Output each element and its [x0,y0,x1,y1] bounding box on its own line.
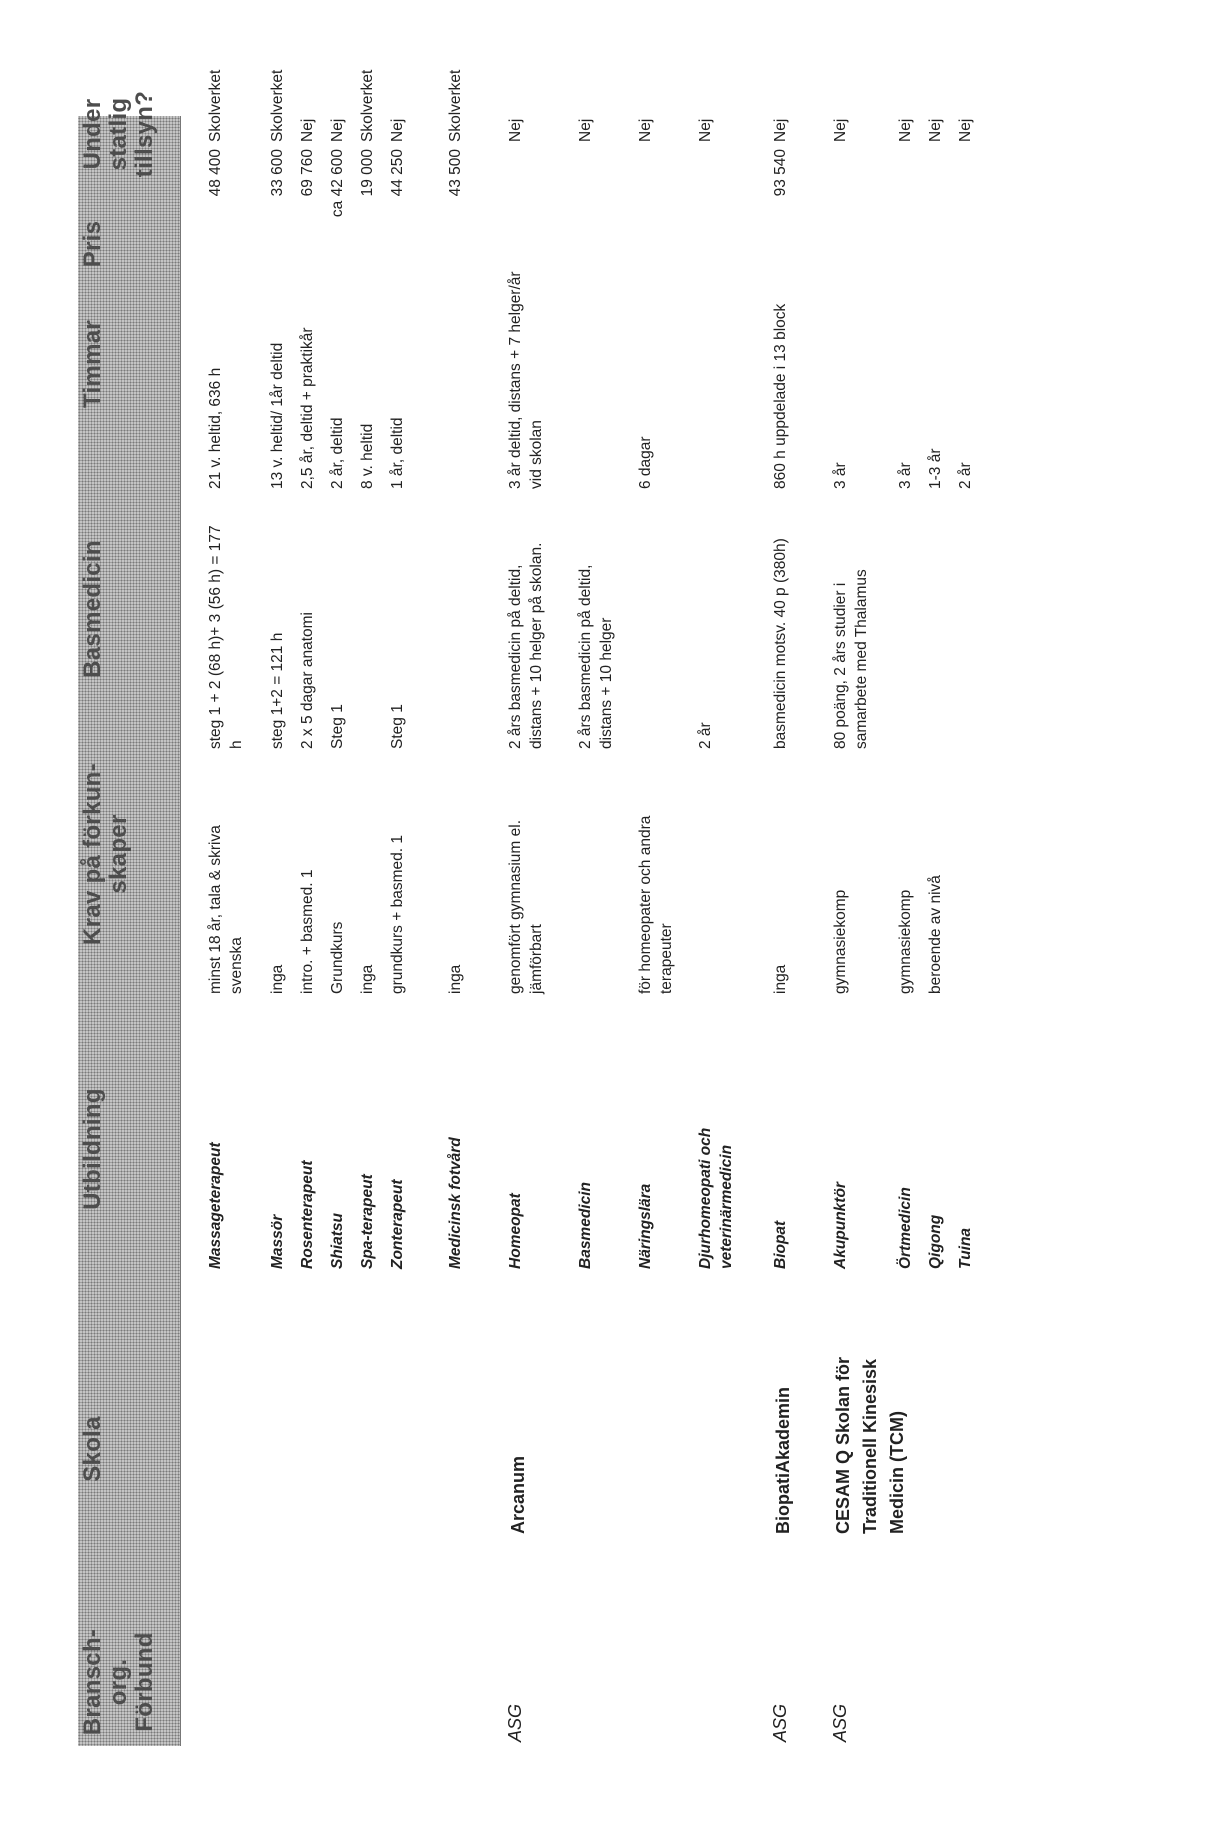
cell-utbildning: Spa-terapeut [359,1174,376,1269]
cell-tillsyn: Nej [957,118,974,142]
cell-timmar: 8 v. heltid [359,423,376,489]
cell-basmedicin: 2 år [697,722,714,749]
cell-krav: genomfört gymnasium el. jämförbart [507,819,545,994]
cell-skola: Arcanum [508,1455,528,1534]
cell-timmar: 2 år, deltid [329,417,346,489]
cell-basmedicin: Steg 1 [389,704,406,749]
cell-org: ASG [770,1703,790,1742]
cell-tillsyn: Nej [927,118,944,142]
cell-timmar: 2,5 år, deltid + praktikår [299,327,316,489]
header-timmar: Timmar [79,319,106,409]
cell-krav: gymnasiekomp [832,889,849,994]
cell-utbildning: Örtmedicin [897,1187,914,1269]
cell-tillsyn: Nej [832,118,849,142]
cell-org: ASG [830,1703,850,1742]
cell-utbildning: Djurhomeopati och veterinärmedicin [697,1127,735,1269]
cell-krav: minst 18 år, tala & skriva svenska [207,825,245,994]
cell-pris: 19 000 [359,149,376,197]
cell-timmar: 6 dagar [637,436,654,489]
cell-pris: 44 250 [389,149,406,197]
cell-timmar: 21 v. heltid, 636 h [207,367,224,489]
cell-basmedicin: 2 års basmedicin på deltid, distans + 10 helger [577,564,615,749]
cell-tillsyn: Skolverket [447,69,464,142]
cell-basmedicin: 2 x 5 dagar anatomi [299,611,316,749]
cell-basmedicin: steg 1+2 = 121 h [269,632,286,749]
cell-utbildning: Qigong [927,1214,944,1269]
cell-utbildning: Zonterapeut [389,1179,406,1269]
cell-org: ASG [505,1703,525,1742]
cell-krav: för homeopater och andra terapeuter [637,815,675,994]
header-skola: Skola [79,1416,106,1482]
cell-utbildning: Massör [269,1214,286,1269]
cell-utbildning: Rosenterapeut [299,1160,316,1269]
cell-basmedicin: 2 års basmedicin på deltid, distans + 10 helger på skolan. [507,542,545,749]
cell-utbildning: Biopat [772,1220,789,1269]
cell-utbildning: Medicinsk fotvård [447,1137,464,1269]
cell-timmar: 1 år, deltid [389,417,406,489]
cell-skola: CESAM Q Skolan för Traditionell Kinesisk Medicin (TCM) [833,1356,907,1534]
cell-pris: 93 540 [772,149,789,197]
header-krav: Krav på förkun- skaper [79,763,132,945]
cell-utbildning: Akupunktör [832,1182,849,1269]
cell-timmar: 3 år [832,462,849,489]
cell-utbildning: Basmedicin [577,1181,594,1269]
cell-tillsyn: Nej [389,118,406,142]
cell-utbildning: Näringslära [637,1183,654,1269]
cell-tillsyn: Skolverket [359,69,376,142]
cell-pris: ca 42 600 [329,149,346,218]
cell-tillsyn: Nej [697,118,714,142]
cell-krav: Grundkurs [329,921,346,994]
cell-tillsyn: Nej [329,118,346,142]
cell-pris: 33 600 [269,149,286,197]
cell-utbildning: Massageterapeut [207,1142,224,1269]
cell-tillsyn: Nej [772,118,789,142]
cell-krav: inga [269,964,286,994]
cell-tillsyn: Skolverket [207,69,224,142]
cell-tillsyn: Nej [637,118,654,142]
cell-pris: 48 400 [207,149,224,197]
header-pris: Pris [79,220,106,268]
cell-basmedicin: Steg 1 [329,704,346,749]
header-utbildning: Utbildning [79,1088,106,1210]
cell-krav: gymnasiekomp [897,889,914,994]
cell-krav: inga [772,964,789,994]
cell-skola: BiopatiAkademin [773,1386,793,1534]
cell-basmedicin: 80 poäng, 2 års studier i samarbete med Thalamus [832,569,870,749]
cell-pris: 43 500 [447,149,464,197]
cell-tillsyn: Nej [507,118,524,142]
cell-tillsyn: Nej [299,118,316,142]
cell-basmedicin: basmedicin motsv. 40 p (380h) [772,538,789,749]
cell-timmar: 1-3 år [927,448,944,489]
cell-tillsyn: Skolverket [269,69,286,142]
cell-utbildning: Shiatsu [329,1213,346,1269]
cell-krav: intro. + basmed. 1 [299,869,316,994]
header-basmedicin: Basmedicin [79,540,106,678]
header-tillsyn: Under statlig tillsyn? [79,90,158,178]
cell-krav: grundkurs + basmed. 1 [389,835,406,994]
cell-krav: beroende av nivå [927,875,944,994]
cell-pris: 69 760 [299,149,316,197]
cell-krav: inga [359,964,376,994]
cell-krav: inga [447,964,464,994]
cell-timmar: 3 år deltid, distans + 7 helger/år vid skolan [507,271,545,489]
cell-utbildning: Homeopat [507,1193,524,1269]
cell-basmedicin: steg 1 + 2 (68 h)+ 3 (56 h) = 177 h [207,525,245,749]
header-org: Bransch- org. Förbund [79,1628,158,1736]
cell-tillsyn: Nej [577,118,594,142]
cell-timmar: 860 h uppdelade i 13 block [772,303,789,489]
cell-timmar: 13 v. heltid/ 1år deltid [269,342,286,489]
cell-tillsyn: Nej [897,118,914,142]
cell-timmar: 3 år [897,462,914,489]
cell-timmar: 2 år [957,462,974,489]
cell-utbildning: Tuina [957,1227,974,1269]
